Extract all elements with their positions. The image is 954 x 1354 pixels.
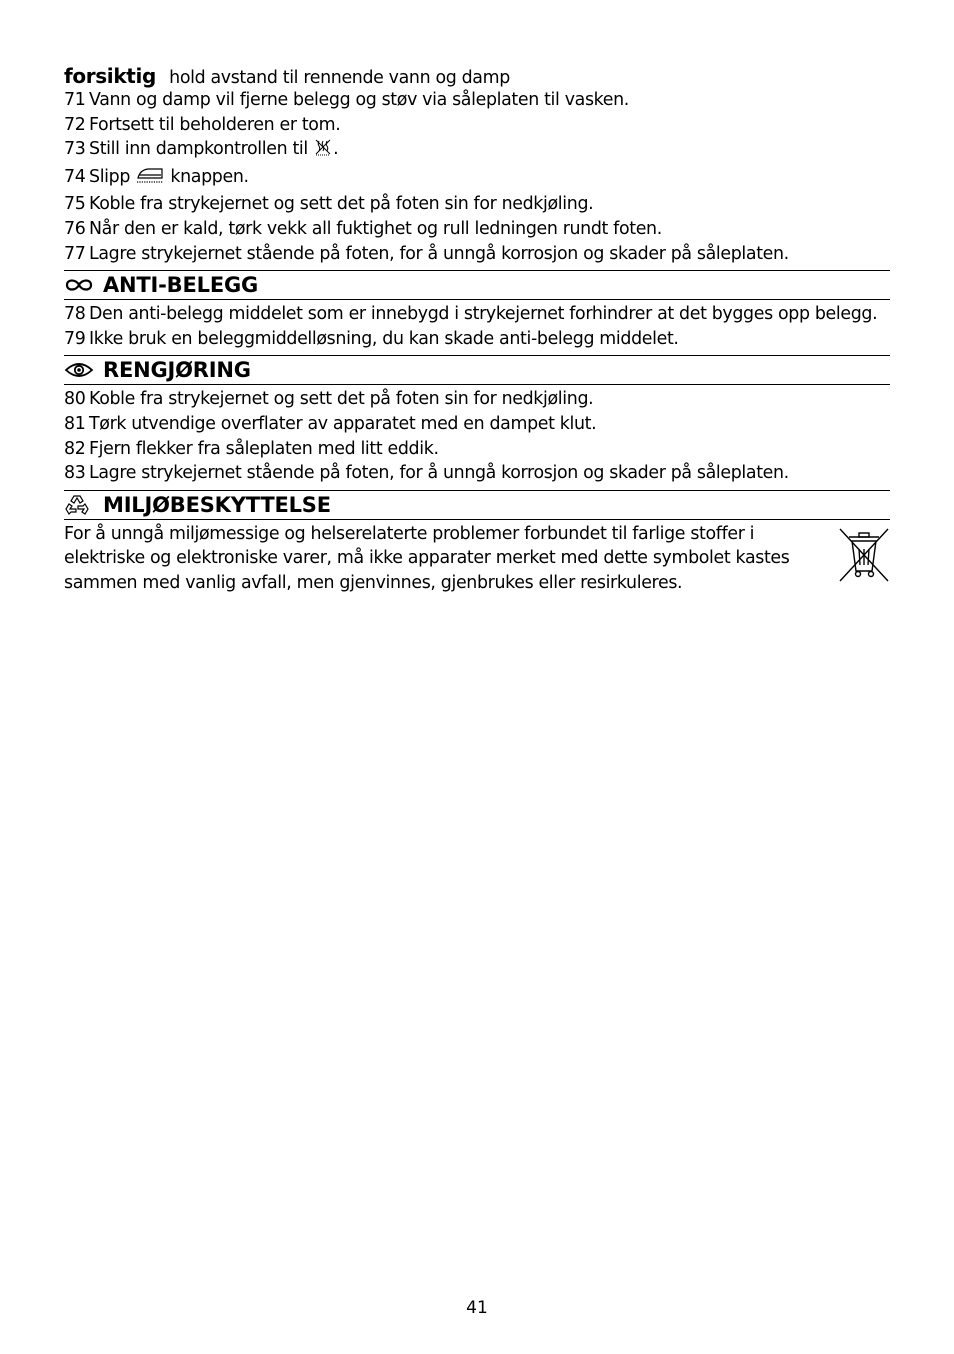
infinity-icon: [64, 271, 96, 299]
section-title: ANTI-BELEGG: [103, 273, 259, 298]
step-number: 82: [64, 438, 86, 459]
step-number: 83: [64, 463, 86, 484]
step-83: [64, 461, 890, 486]
step-text: Tørk utvendige overflater av apparatet med en dampet klut.: [89, 413, 597, 434]
step-73: [64, 137, 890, 165]
step-number: 71: [64, 90, 86, 110]
step-number: 80: [64, 389, 86, 410]
step-text: Vann og damp vil fjerne belegg og støv via såleplaten til vasken.: [89, 90, 629, 110]
step-text-post: .: [333, 139, 339, 160]
caution-text: hold avstand til rennende vann og damp: [169, 68, 510, 88]
step-text-pre: Slipp: [89, 166, 136, 187]
step-number: 79: [64, 328, 86, 349]
step-76: [64, 217, 890, 242]
eye-icon: [64, 356, 96, 384]
weee-crossed-bin-icon: [838, 527, 890, 591]
step-text-post: knappen.: [165, 166, 249, 187]
step-71: [64, 88, 890, 113]
step-text: Den anti-belegg middelet som er innebygd i strykejernet forhindrer at det bygges opp belegg.: [89, 304, 878, 325]
step-number: 75: [64, 194, 86, 215]
step-number: 78: [64, 304, 86, 325]
caution-label: forsiktig: [64, 64, 156, 88]
step-text: Koble fra strykejernet og sett det på foten sin for nedkjøling.: [89, 194, 594, 215]
step-number: 73: [64, 139, 86, 160]
section-header-anti-belegg: [64, 270, 890, 300]
step-75: [64, 192, 890, 217]
page-number: 41: [466, 1298, 488, 1318]
step-text: Ikke bruk en beleggmiddelløsning, du kan skade anti-belegg middelet.: [89, 328, 679, 349]
step-text-pre: Still inn dampkontrollen til: [89, 139, 314, 160]
caution-line: [64, 62, 890, 88]
step-number: 74: [64, 166, 86, 187]
step-74: [64, 165, 890, 193]
iron-button-icon: [135, 165, 165, 193]
step-number: 76: [64, 218, 86, 239]
step-text: Lagre strykejernet stående på foten, for å unngå korrosjon og skader på såleplaten.: [89, 463, 789, 484]
recycle-icon: [64, 491, 96, 519]
environment-notice: [64, 522, 890, 596]
page-content: [64, 62, 890, 596]
step-80: [64, 387, 890, 412]
step-text: Fortsett til beholderen er tom.: [89, 114, 341, 135]
step-72: [64, 113, 890, 138]
no-steam-icon: [313, 137, 333, 165]
step-78: [64, 302, 890, 327]
section-title: RENGJØRING: [103, 358, 251, 383]
section-header-rengjoring: [64, 355, 890, 385]
step-number: 81: [64, 413, 86, 434]
step-number: 72: [64, 114, 86, 135]
step-82: [64, 437, 890, 462]
section-title: MILJØBESKYTTELSE: [103, 492, 331, 517]
step-number: 77: [64, 243, 86, 264]
step-text: Fjern flekker fra såleplaten med litt eddik.: [89, 438, 439, 459]
step-77: [64, 242, 890, 267]
step-text: [89, 137, 890, 165]
environment-text: For å unngå miljømessige og helserelaterte problemer forbundet til farlige stoffer i elektriske og elektroniske varer, må ikke apparater merket med dette symbolet kastes sammen med vanlig avfall, men gjenvinnes, gjenbrukes eller resirkuleres.: [64, 523, 790, 593]
step-text: Koble fra strykejernet og sett det på foten sin for nedkjøling.: [89, 389, 594, 410]
section-header-miljobeskyttelse: [64, 490, 890, 520]
step-81: [64, 412, 890, 437]
step-79: [64, 327, 890, 352]
step-text: Lagre strykejernet stående på foten, for å unngå korrosjon og skader på såleplaten.: [89, 243, 789, 264]
step-text: Når den er kald, tørk vekk all fuktighet og rull ledningen rundt foten.: [89, 218, 662, 239]
step-text: [89, 165, 890, 193]
